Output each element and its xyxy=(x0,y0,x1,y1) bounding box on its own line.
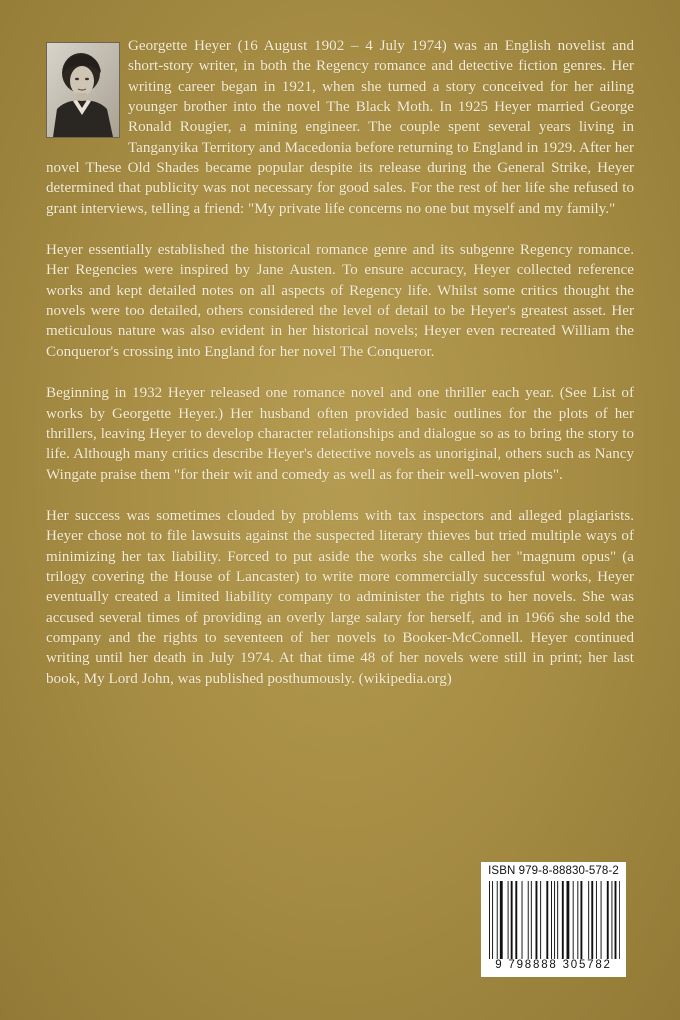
barcode-bar xyxy=(580,881,582,961)
barcode-bar xyxy=(562,881,564,961)
isbn-label: ISBN 979-8-88830-578-2 xyxy=(488,865,619,877)
bio-paragraph-2: Heyer essentially established the historical romance genre and its subgenre Regency romance. Her Regencies were inspired by Jane Austen. To ensure accuracy, Heyer collected reference works and kept detailed notes on all aspects of Regency life. Whilst some critics thought the novels were too detailed, others considered the level of detail to be Heyer's greatest asset. Her meticulous nature was also evident in her historical novels; Heyer even recreated William the Conqueror's crossing into England for her novel The Conqueror. xyxy=(46,242,634,360)
author-portrait xyxy=(46,42,120,138)
author-bio xyxy=(46,36,634,710)
barcode-bar xyxy=(615,881,617,961)
barcode-bar xyxy=(551,881,552,961)
barcode-bars xyxy=(487,881,620,961)
barcode-bar xyxy=(611,881,612,961)
barcode-bar xyxy=(511,881,513,961)
bio-paragraph-1-text: Georgette Heyer (16 August 1902 – 4 July 1974) was an English novelist and short-story writer, in both the Regency romance and detective fiction genres. Her writing career began in 1921, when she turned a story conceived for her ailing younger brother into the novel The Black Moth. In 1925 Heyer married George Ronald Rougier, a mining engineer. The couple spent several years living in Tanganyika Territory and Macedonia before returning to England in 1929. After her novel These Old Shades became popular despite its release during the General Strike, Heyer determined that publicity was not necessary for good sales. For the rest of her life she refused to grant interviews, telling a friend: "My private life concerns no one but myself and my family." xyxy=(46,38,634,217)
barcode-bar xyxy=(567,881,570,961)
barcode-bar xyxy=(619,881,620,961)
barcode-bar xyxy=(500,881,503,961)
barcode-bar xyxy=(492,881,493,961)
barcode-bar xyxy=(607,881,609,961)
barcode-bar xyxy=(554,881,555,961)
barcode-bar xyxy=(557,881,558,961)
barcode-bar xyxy=(522,881,523,961)
barcode-bar xyxy=(540,881,541,961)
barcode-bar xyxy=(596,881,597,961)
barcode-bar xyxy=(489,881,490,961)
author-portrait-photo xyxy=(47,43,119,137)
barcode-bar xyxy=(601,881,602,961)
barcode-bar xyxy=(531,881,532,961)
barcode-bar xyxy=(528,881,529,961)
barcode-bar xyxy=(573,881,574,961)
barcode-bar xyxy=(546,881,548,961)
bio-paragraph-4: Her success was sometimes clouded by problems with tax inspectors and alleged plagiarists. Heyer chose not to file lawsuits against the suspected literary thieves but tried multiple ways of minimizing her tax liability. Forced to put aside the works she called her "magnum opus" (a trilogy covering the House of Lancaster) to write more commercially successful works, Heyer eventually created a limited liability company to administer the rights to her novels. She was accused several times of providing an overly large salary for herself, and in 1966 she sold the company and the rights to seventeen of her novels to Booker-McConnell. Heyer continued writing until her death in July 1974. At that time 48 of her novels were still in print; her last book, My Lord John, was published posthumously. (wikipedia.org) xyxy=(46,507,634,687)
isbn-barcode xyxy=(481,862,626,977)
barcode-bar xyxy=(515,881,517,961)
barcode-bar xyxy=(591,881,593,961)
bio-paragraph-3: Beginning in 1932 Heyer released one romance novel and one thriller each year. (See List of works by Georgette Heyer.) Her husband often provided basic outlines for the plots of her thrillers, leaving Heyer to develop character relationships and dialogue so as to bring the story to life. Although many critics describe Heyer's detective novels as unoriginal, others such as Nancy Wingate praise them "for their wit and comedy as well as for their well-woven plots". xyxy=(46,385,634,483)
bio-paragraph-1 xyxy=(46,36,634,219)
barcode-digits: 9 798888 305782 xyxy=(481,959,626,971)
barcode-bar xyxy=(536,881,538,961)
barcode-bar xyxy=(508,881,509,961)
barcode-bar xyxy=(497,881,498,961)
barcode-bar xyxy=(577,881,578,961)
barcode-bar xyxy=(588,881,589,961)
